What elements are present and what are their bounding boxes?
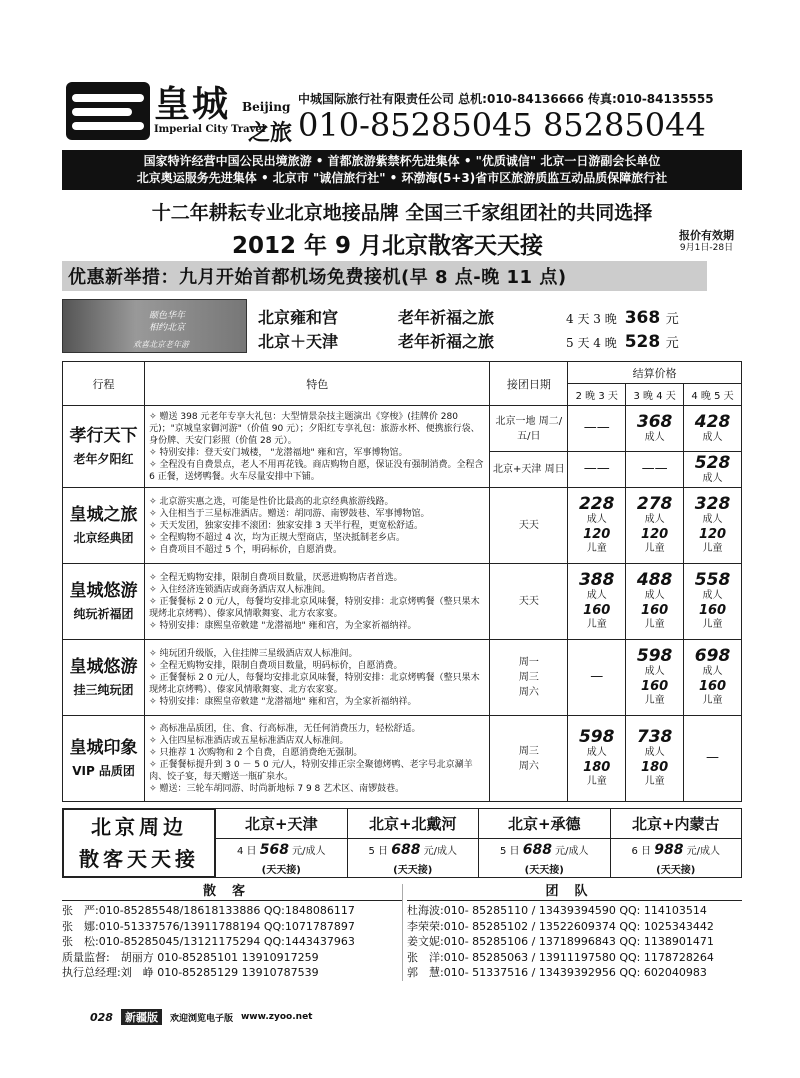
page-number: 028 — [90, 1010, 113, 1024]
price-cell: 278 成人 120 儿童 — [626, 488, 684, 564]
contact-line: 郭 慧:010- 51337516 / 13439392956 QQ: 602040983 — [407, 966, 707, 979]
header — [62, 72, 742, 148]
honors-line-2: 北京奥运服务先进集体 • 北京市 "诚信旅行社" • 环渤海(5+3)省市区旅游质监互动品质保障旅行社 — [136, 171, 668, 185]
price-cell: 738 成人 180 儿童 — [626, 716, 684, 802]
honors-banner — [62, 150, 742, 190]
price-cell: 368 成人 — [626, 406, 684, 452]
price-cell: 228 成人 120 儿童 — [568, 488, 626, 564]
featured-tours — [62, 299, 742, 353]
price-cell: —— — [626, 452, 684, 488]
col-4n5d: 4 晚 5 天 — [684, 384, 742, 406]
contact-line: 执行总经理:刘 峥 010-85285129 13910787539 — [62, 966, 319, 979]
tour-date: 周三 周六 — [490, 716, 568, 802]
contact-line: 张 娜:010-51337576/13911788194 QQ:1071787897 — [62, 919, 355, 933]
tour-features: ✧ 纯玩团升级版，入住挂牌三星级酒店双人标准间。 ✧ 全程无购物安排，限制自费项目数量，明码标价，自愿消费。 ✧ 正餐餐标 2 0 元/人，每餐均安排北京风味餐，特别安排：北京烤鸭餐（整只果木现烤北京烤鸭）、傣家风情歌舞宴、北方农家宴。 ✧ 特别安排：康熙皇帝敕建 "龙潜福地" 雍和宫，为全家祈福纳祥。 — [145, 640, 490, 716]
logo — [62, 72, 292, 148]
col-date: 接团日期 — [490, 362, 568, 406]
col-features: 特色 — [145, 362, 490, 406]
tour-date: 天天 — [490, 564, 568, 640]
nearby-item: 北京+北戴河 5 日 688 元/成人 (天天接) — [348, 808, 480, 878]
hotline-phone: 010-85285045 85285044 — [298, 106, 706, 144]
nearby-label: 北京周边 散客天天接 — [62, 808, 216, 878]
table-row — [63, 488, 742, 564]
col-route: 行程 — [63, 362, 145, 406]
col-2n3d: 2 晚 3 天 — [568, 384, 626, 406]
tour-features: ✧ 高标准品质团，住、食、行高标准，无任何消费压力，轻松舒适。 ✧ 入住四星标准酒店或五星标准酒店双人标准间。 ✧ 只推荐 1 次购物和 2 个自费，自愿消费绝无强制。 ✧ 正餐餐标提升到 3 0 － 5 0 元/人，特别安排正宗全聚德烤鸭、老字号北京涮羊肉、饺子宴，每天赠送一瓶矿泉水。 ✧ 赠送：三轮车胡同游、时尚新地标 7 9 8 艺术区、南锣鼓巷。 — [145, 716, 490, 802]
col-3n4d: 3 晚 4 天 — [626, 384, 684, 406]
elderly-couple-photo — [62, 299, 247, 353]
edition-badge: 新疆版 — [121, 1009, 162, 1025]
price-cell: — — [568, 640, 626, 716]
validity-dates: 9月1日-28日 — [679, 243, 734, 253]
nearby-item: 北京+天津 4 日 568 元/成人 (天天接) — [216, 808, 348, 878]
logo-english-text: Imperial City Travel — [154, 124, 266, 135]
table-row — [63, 564, 742, 640]
tour-date: 北京一地 周二/五/日 — [490, 406, 568, 452]
contacts — [62, 884, 742, 981]
price-cell: 528 成人 — [684, 452, 742, 488]
validity-note — [679, 229, 734, 255]
slogan: 十二年耕耘专业北京地接品牌 全国三千家组团社的共同选择 — [151, 202, 653, 224]
nearby-tours — [62, 808, 742, 878]
logo-zhi-text: 之旅 — [248, 120, 293, 146]
tour-name-cell: 皇城悠游 挂三纯玩团 — [63, 640, 145, 716]
price-cell: 388 成人 160 儿童 — [568, 564, 626, 640]
website-link[interactable]: www.zyoo.net — [240, 1012, 313, 1022]
tour-date: 周一 周三 周六 — [490, 640, 568, 716]
contact-line: 姜文妮:010- 85285106 / 13718996843 QQ: 1138901471 — [407, 935, 714, 948]
price-cell: 328 成人 120 儿童 — [684, 488, 742, 564]
advertisement-page — [62, 72, 742, 981]
page-footer — [90, 1009, 312, 1025]
feature-row: 北京＋天津 老年祈福之旅 5 天 4 晚 528 元 — [258, 332, 679, 352]
col-settlement: 结算价格 — [568, 362, 742, 384]
web-label: 欢迎浏览电子版 — [169, 1013, 233, 1024]
price-cell: — — [684, 716, 742, 802]
price-cell: 598 成人 180 儿童 — [568, 716, 626, 802]
price-cell: —— — [568, 406, 626, 452]
price-cell: 428 成人 — [684, 406, 742, 452]
contact-line: 杜海波:010- 85285110 / 13439394590 QQ: 114103514 — [407, 904, 707, 917]
price-cell: 558 成人 160 儿童 — [684, 564, 742, 640]
title-row — [62, 225, 742, 259]
great-wall-logo-icon — [66, 82, 150, 140]
feature-row: 北京雍和宫 老年祈福之旅 4 天 3 晚 368 元 — [258, 308, 679, 328]
contact-line: 质量监督: 胡丽方 010-85285101 13910917259 — [62, 950, 319, 964]
table-row — [63, 406, 742, 452]
photo-caption-bottom: 欢喜北京老年游 — [133, 340, 189, 349]
tour-features: ✧ 全程无购物安排，限制自费项目数量，厌恶进购物店者首选。 ✧ 入住经济连锁酒店或商务酒店双人标准间。 ✧ 正餐餐标 2 0 元/人，每餐均安排北京风味餐，特别安排：北京烤鸭餐（整只果木现烤北京烤鸭）、傣家风情歌舞宴、北方农家宴。 ✧ 特别安排：康熙皇帝敕建 "龙潜福地" 雍和宫，为全家祈福纳祥。 — [145, 564, 490, 640]
photo-caption: 颐色华年 相约北京 — [149, 311, 186, 333]
logo-beijing-text: Beijing — [242, 100, 291, 114]
tour-price-table — [62, 361, 742, 802]
contact-line: 张 严:010-85285548/18618133886 QQ:1848086117 — [62, 904, 355, 917]
nearby-item: 北京+承德 5 日 688 元/成人 (天天接) — [479, 808, 611, 878]
tour-name-cell: 孝行天下 老年夕阳红 — [63, 406, 145, 488]
promo-banner: 优惠新举措：九月开始首都机场免费接机(早 8 点-晚 11 点) — [62, 261, 707, 291]
individual-contacts: 散客 张 严:010-85285548/18618133886 QQ:1848086117 张 娜:010-51337576/13911788194 QQ:1071787897 张 松:010-85285045/13121175294 QQ:1443437963 质量监督: 胡丽方 010-85285101 13910917259 执行总经理:刘 峥 010-85285129 13910787539 — [62, 884, 402, 981]
contact-line: 张 洋:010- 85285063 / 13911197580 QQ: 1178728264 — [407, 950, 714, 964]
logo-main-text: 皇城 — [154, 83, 231, 125]
nearby-item: 北京+内蒙古 6 日 988 元/成人 (天天接) — [611, 808, 743, 878]
table-row — [63, 716, 742, 802]
tour-features: ✧ 北京游实惠之选，可能是性价比最高的北京经典旅游线路。 ✧ 入住相当于三星标准酒店。赠送：胡同游、南锣鼓巷、军事博物馆。 ✧ 天天发团，独家安排不滚团：独家安排 3 天半行程，更宽松舒适。 ✧ 全程购物不超过 4 次，均为正规大型商店，坚决抵制老乡店。 ✧ 自费项目不超过 5 个，明码标价，自愿消费。 — [145, 488, 490, 564]
tour-date: 北京+天津 周日 — [490, 452, 568, 488]
contact-line: 李荣荣:010- 85285102 / 13522609374 QQ: 1025343442 — [407, 919, 714, 933]
honors-line-1: 国家特许经营中国公民出境旅游 • 首都旅游紫禁杯先进集体 • "优质诚信" 北京一日游副会长单位 — [143, 154, 661, 168]
tour-name-cell: 皇城印象 VIP 品质团 — [63, 716, 145, 802]
tour-name-cell: 皇城之旅 北京经典团 — [63, 488, 145, 564]
price-cell: —— — [568, 452, 626, 488]
contact-line: 张 松:010-85285045/13121175294 QQ:1443437963 — [62, 935, 355, 948]
price-cell: 598 成人 160 儿童 — [626, 640, 684, 716]
tour-date: 天天 — [490, 488, 568, 564]
validity-label: 报价有效期 — [679, 229, 734, 242]
page-title: 2012 年 9 月北京散客天天接 — [232, 233, 544, 259]
price-cell: 698 成人 160 儿童 — [684, 640, 742, 716]
price-cell: 488 成人 160 儿童 — [626, 564, 684, 640]
company-contact-line: 中城国际旅行社有限责任公司 总机:010-84136666 传真:010-84135555 — [298, 92, 714, 106]
tour-name-cell: 皇城悠游 纯玩祈福团 — [63, 564, 145, 640]
group-contacts: 团队 杜海波:010- 85285110 / 13439394590 QQ: 114103514 李荣荣:010- 85285102 / 13522609374 QQ: 1025343442 姜文妮:010- 85285106 / 13718996843 QQ: 1138901471 张 洋:010- 85285063 / 13911197580 QQ: 1178728264 郭 慧:010- 51337516 / 13439392956 QQ: 602040983 — [402, 884, 742, 981]
table-row — [63, 640, 742, 716]
tour-features: ✧ 赠送 398 元老年专享大礼包：大型情景杂技主题演出《穿梭》(挂牌价 280 元)；"京城皇家御河游"（价值 90 元）；夕阳红专享礼包：旅游水杯、便携旅行袋、身份牌、天安门彩照（价值 28 元）。 ✧ 特别安排：登天安门城楼， "龙潜福地" 雍和宫，军事博物馆。 ✧ 全程没有自费景点，老人不用再花钱。商店购物自愿，保证没有强制消费。全程含 6 正餐，送烤鸭餐。火车尽量安排中下铺。 — [145, 406, 490, 488]
